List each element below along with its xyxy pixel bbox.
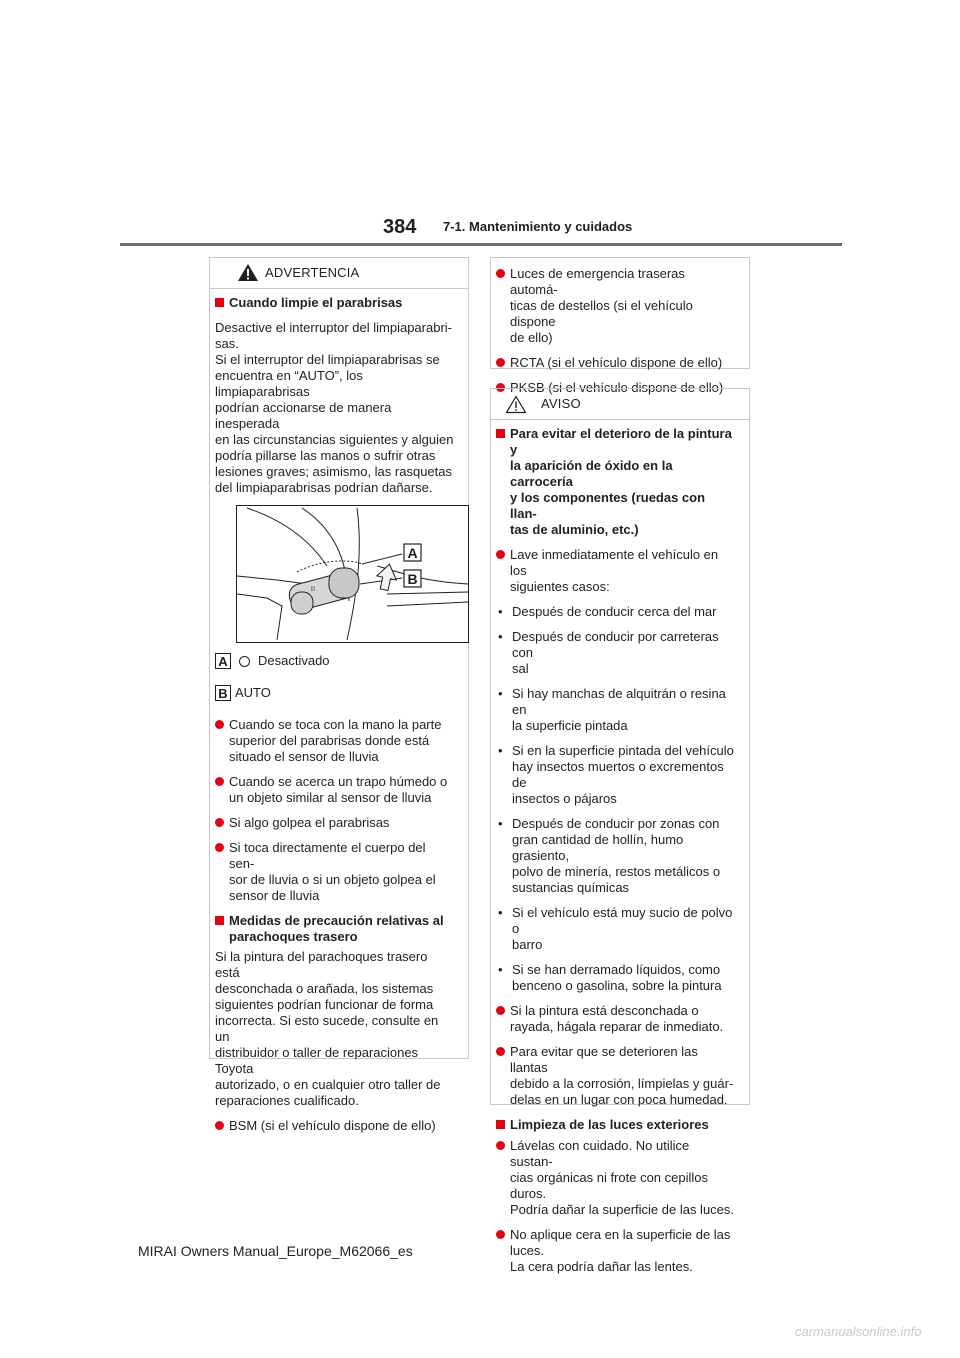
heading-square-icon	[215, 916, 224, 925]
off-position-icon	[239, 656, 250, 667]
notice-header	[491, 389, 749, 420]
list-item: Luces de emergencia traseras automá- ticas de destellos (si el vehículo dispone de ello)	[496, 266, 735, 346]
sub-list-item: • Si el vehículo está muy sucio de polvo o barro	[498, 905, 733, 952]
footer-manual-id: MIRAI Owners Manual_Europe_M62066_es	[138, 1243, 413, 1259]
list-item: Si toca directamente el cuerpo del sen- sor de lluvia o si un objeto golpea el sensor de lluvia	[215, 840, 454, 904]
list-item: PKSB (si el vehículo dispone de ello)	[496, 380, 735, 396]
list-item: RCTA (si el vehículo dispone de ello)	[496, 355, 735, 371]
bullet-dot-icon	[496, 1006, 505, 1015]
warning-paragraph-windshield: Desactive el interruptor del limpiaparabri- sas. Si el interruptor del limpiaparabrisas se encuentra en “AUTO”, los limpiaparabrisas podrían accionarse de manera inesperada en las circunstancias siguientes y alguien podría pillarse las manos o sufrir otras lesiones graves; asimismo, las rasquetas del limpiaparabrisas podrían dañarse.	[215, 320, 454, 495]
callout-b	[215, 685, 454, 701]
bullet-dot-icon	[496, 358, 505, 367]
heading-square-icon	[215, 298, 224, 307]
heading-square-icon	[496, 429, 505, 438]
bullet-dot-icon	[496, 1230, 505, 1239]
section-title: 7-1. Mantenimiento y cuidados	[443, 219, 633, 234]
bullet-dot-icon	[215, 843, 224, 852]
illustration-label-a: A	[407, 545, 418, 561]
page-number: 384	[383, 216, 417, 238]
bullet-dot-icon	[215, 777, 224, 786]
list-item: Lávelas con cuidado. No utilice sustan- cias orgánicas ni frote con cepillos duros. Podría dañar la superficie de las luces.	[496, 1138, 735, 1218]
callout-b-text: AUTO	[235, 685, 271, 700]
bullet-dot-icon	[496, 1047, 505, 1056]
callout-b-box: B	[215, 685, 231, 701]
list-item: No aplique cera en la superficie de las luces. La cera podría dañar las lentes.	[496, 1227, 735, 1275]
watermark: carmanualsonline.info	[795, 1324, 922, 1339]
sub-list-item: • Si se han derramado líquidos, como benceno o gasolina, sobre la pintura	[498, 962, 722, 993]
svg-text:|||: |||	[311, 586, 315, 592]
bullet-dot-icon	[496, 550, 505, 559]
callout-a-text: Desactivado	[258, 653, 330, 668]
notice-triangle-icon	[505, 395, 527, 414]
sub-list-item: • Después de conducir por zonas con gran cantidad de hollín, humo grasiento, polvo de minería, restos metálicos o sustancias químicas	[498, 816, 721, 895]
list-item: BSM (si el vehículo dispone de ello)	[215, 1118, 454, 1134]
bullet-dot-icon	[496, 269, 505, 278]
warning-continuation-box	[490, 257, 750, 395]
header-rule	[120, 243, 842, 246]
sub-list-item: • Si en la superficie pintada del vehículo hay insectos muertos o excrementos de insectos o pájaros	[498, 743, 734, 806]
sub-list-item: • Después de conducir por carreteras con sal	[498, 629, 719, 676]
wiper-switch-illustration	[236, 505, 469, 643]
warning-title: ADVERTENCIA	[265, 265, 360, 280]
illustration-label-b: B	[407, 571, 418, 587]
warning-box	[209, 257, 469, 1133]
warning-header	[210, 258, 468, 289]
list-item: Lave inmediatamente el vehículo en los siguientes casos:	[496, 547, 735, 595]
wiper-switch-drawing	[237, 506, 468, 642]
list-item: Cuando se acerca un trapo húmedo o un objeto similar al sensor de lluvia	[215, 774, 454, 806]
callout-a-box: A	[215, 653, 231, 669]
warning-heading-windshield: Cuando limpie el parabrisas	[229, 295, 403, 310]
warning-paragraph-bumper: Si la pintura del parachoques trasero está desconchada o arañada, los sistemas siguientes podrían funcionar de forma incorrecta. Si esto sucede, consulte en un distribuidor o taller de reparaciones Toyota autorizado, o en cualquier otro taller de reparaciones cualificado.	[215, 949, 441, 1108]
notice-box	[490, 388, 750, 1274]
warning-triangle-icon	[237, 263, 259, 282]
heading-square-icon	[496, 1120, 505, 1129]
notice-heading-paint: Para evitar el deterioro de la pintura y la aparición de óxido en la carrocería y los componentes (ruedas con llan- tas de aluminio, etc.)	[510, 426, 732, 537]
bullet-dot-icon	[215, 1121, 224, 1130]
bullet-dot-icon	[215, 818, 224, 827]
notice-title: AVISO	[541, 396, 581, 411]
list-item: Si algo golpea el parabrisas	[215, 815, 454, 831]
sub-list-item: • Si hay manchas de alquitrán o resina en la superficie pintada	[498, 686, 726, 733]
callout-a	[215, 653, 454, 669]
sub-list-item: • Después de conducir cerca del mar	[498, 604, 717, 619]
list-item: Cuando se toca con la mano la parte superior del parabrisas donde está situado el sensor de lluvia	[215, 717, 454, 765]
bullet-dot-icon	[496, 1141, 505, 1150]
bullet-dot-icon	[215, 720, 224, 729]
list-item: Para evitar que se deterioren las llantas debido a la corrosión, límpielas y guár- delas en un lugar con poca humedad.	[496, 1044, 735, 1108]
notice-heading-lights: Limpieza de las luces exteriores	[510, 1117, 709, 1132]
list-item: Si la pintura está desconchada o rayada, hágala reparar de inmediato.	[496, 1003, 735, 1035]
warning-heading-bumper: Medidas de precaución relativas al parachoques trasero	[229, 913, 444, 944]
